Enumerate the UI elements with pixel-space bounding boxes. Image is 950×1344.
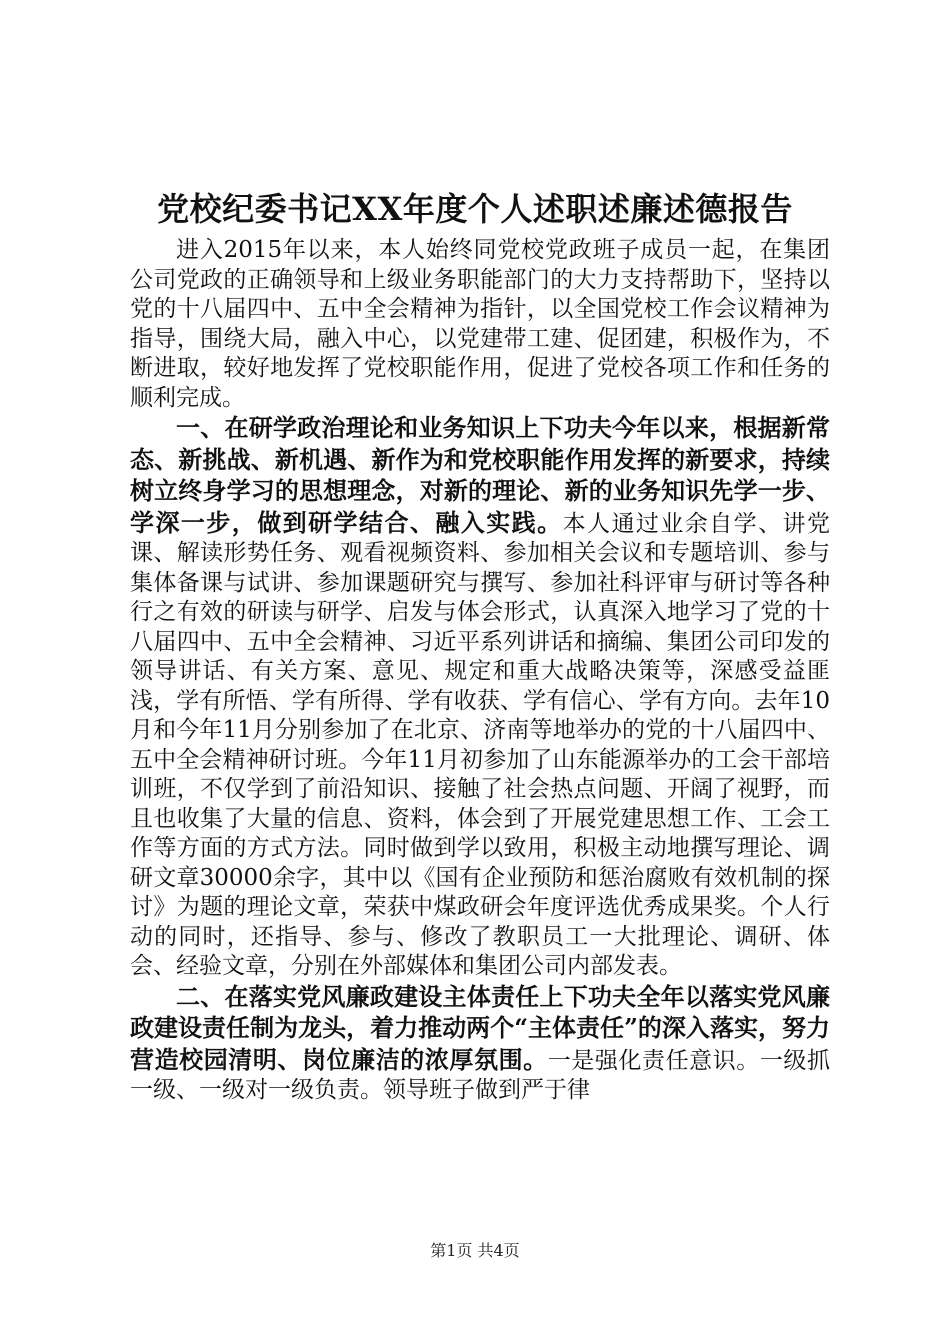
paragraph-section-2 [130, 982, 830, 1106]
paragraph-section-1 [130, 413, 830, 982]
document-body [130, 236, 830, 1106]
document-title: 党校纪委书记XX年度个人述职述廉述德报告 [157, 190, 793, 228]
paragraph-intro [130, 236, 830, 413]
page-number-label: 第1页 共4页 [430, 1241, 520, 1260]
section-1-text: 本人通过业余自学、讲党课、解读形势任务、观看视频资料、参加相关会议和专题培训、参与集体备课与试讲、参加课题研究与撰写、参加社科评审与研讨等各种行之有效的研读与研学、启发与体会形式，认真深入地学习了党的十八届四中、五中全会精神、习近平系列讲话和摘编、集团公司印发的领导讲话、有关方案、意见、规定和重大战略决策等，深感受益匪浅，学有所悟、学有所得、学有收获、学有信心、学有方向。去年10月和今年11月分别参加了在北京、济南等地举办的党的十八届四中、五中全会精神研讨班。今年11月初参加了山东能源举办的工会干部培训班，不仅学到了前沿知识、接触了社会热点问题、开阔了视野，而且也收集了大量的信息、资料，体会到了开展党建思想工作、工会工作等方面的方式方法。同时做到学以致用，积极主动地撰写理论、调研文章30000余字，其中以《国有企业预防和惩治腐败有效机制的探讨》为题的理论文章，荣获中煤政研会年度评选优秀成果奖。个人行动的同时，还指导、参与、修改了教职员工一大批理论、调研、体会、经验文章，分别在外部媒体和集团公司内部发表。 [130, 510, 831, 979]
paragraph-intro-text: 进入2015年以来，本人始终同党校党政班子成员一起，在集团公司党政的正确领导和上级业务职能部门的大力支持帮助下，坚持以党的十八届四中、五中全会精神为指针，以全国党校工作会议精神为指导，围绕大局，融入中心，以党建带工建、促团建，积极作为，不断进取，较好地发挥了党校职能作用，促进了党校各项工作和任务的顺利完成。 [130, 237, 830, 411]
section-1-heading: 一、在研学政治理论和业务知识上下功夫今年以来，根据新常态、新挑战、新机遇、新作为和党校职能作用发挥的新要求，持续树立终身学习的思想理念，对新的理论、新的业务知识先学一步、学深一步，做到研学结合、融入实践。 [130, 413, 830, 537]
section-2-heading: 二、在落实党风廉政建设主体责任上下功夫全年以落实党风廉政建设责任制为龙头，着力推动两个“主体责任”的深入落实，努力营造校园清明、岗位廉洁的浓厚氛围。 [130, 981, 830, 1074]
section-2-text: 一是强化责任意识。一级抓一级、一级对一级负责。领导班子做到严于律 [130, 1047, 831, 1103]
page-footer [0, 1240, 950, 1262]
